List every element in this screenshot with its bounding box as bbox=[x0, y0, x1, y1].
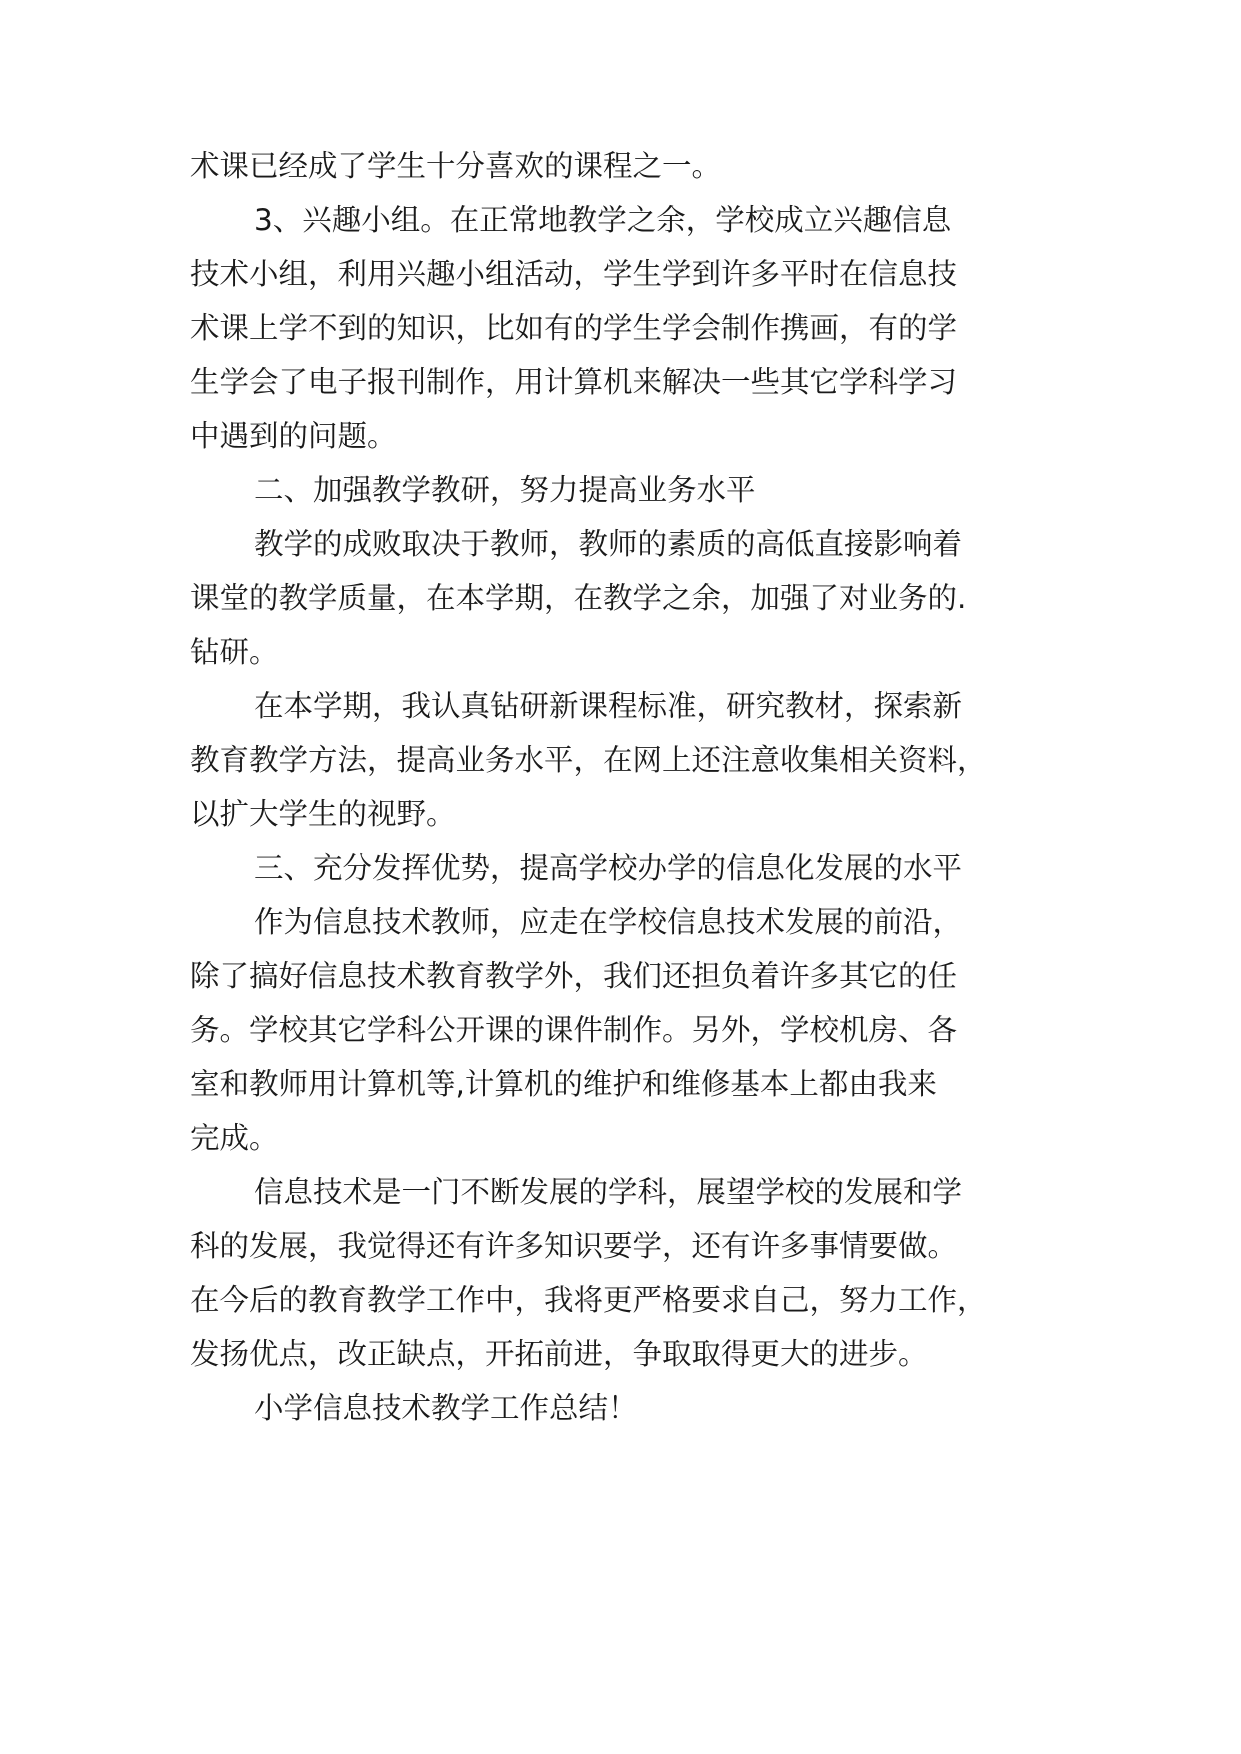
closing-title: 小学信息技术教学工作总结！ bbox=[254, 1391, 638, 1425]
text-line: 科的发展，我觉得还有许多知识要学，还有许多事情要做。 bbox=[190, 1229, 958, 1263]
text-line: 术课已经成了学生十分喜欢的课程之一。 bbox=[190, 149, 722, 183]
text-line: 中遇到的问题。 bbox=[190, 419, 397, 453]
text-line: 术课上学不到的知识，比如有的学生学会制作携画，有的学 bbox=[190, 311, 958, 345]
section-heading: 三、充分发挥优势，提高学校办学的信息化发展的水平 bbox=[254, 851, 963, 885]
text-line: 除了搞好信息技术教育教学外，我们还担负着许多其它的任 bbox=[190, 959, 958, 993]
text-line: 发扬优点，改正缺点，开拓前进，争取取得更大的进步。 bbox=[190, 1337, 928, 1371]
text-line: 室和教师用计算机等,计算机的维护和维修基本上都由我来 bbox=[190, 1067, 937, 1101]
text-line: 作为信息技术教师，应走在学校信息技术发展的前沿， bbox=[254, 905, 963, 939]
section-heading: 二、加强教学教研，努力提高业务水平 bbox=[254, 473, 756, 507]
text-line: 务。学校其它学科公开课的课件制作。另外，学校机房、各 bbox=[190, 1013, 958, 1047]
text-line: 技术小组，利用兴趣小组活动，学生学到许多平时在信息技 bbox=[190, 257, 958, 291]
text-line: 生学会了电子报刊制作，用计算机来解决一些其它学科学习 bbox=[190, 365, 958, 399]
text-line: 在今后的教育教学工作中，我将更严格要求自己，努力工作， bbox=[190, 1283, 987, 1317]
text-line: 3、兴趣小组。在正常地教学之余，学校成立兴趣信息 bbox=[254, 203, 952, 237]
text-line: 完成。 bbox=[190, 1121, 279, 1155]
text-line: 教学的成败取决于教师，教师的素质的高低直接影响着 bbox=[254, 527, 963, 561]
text-line: 课堂的教学质量，在本学期，在教学之余，加强了对业务的. bbox=[190, 581, 967, 615]
text-line: 教育教学方法，提高业务水平，在网上还注意收集相关资料， bbox=[190, 743, 987, 777]
text-line: 以扩大学生的视野。 bbox=[190, 797, 456, 831]
text-line: 钻研。 bbox=[190, 635, 279, 669]
text-line: 信息技术是一门不断发展的学科，展望学校的发展和学 bbox=[254, 1175, 963, 1209]
text-line: 在本学期，我认真钻研新课程标准，研究教材，探索新 bbox=[254, 689, 963, 723]
